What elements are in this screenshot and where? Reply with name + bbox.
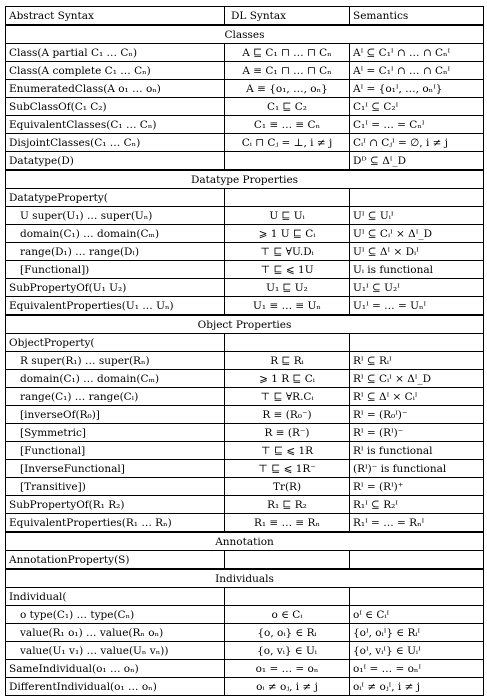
table-row bbox=[6, 642, 484, 660]
abstract-syntax-cell: range(C₁) … range(Cₗ) bbox=[6, 388, 225, 406]
table-row bbox=[6, 279, 484, 297]
dl-syntax-cell: U ⊑ Uᵢ bbox=[225, 207, 350, 225]
semantics-cell: Aᴵ = {o₁ᴵ, …, oₙᴵ} bbox=[350, 80, 484, 98]
abstract-syntax-cell: range(D₁) … range(Dₗ) bbox=[6, 243, 225, 261]
dl-syntax-cell: C₁ ⊑ C₂ bbox=[225, 98, 350, 116]
table-body bbox=[6, 25, 484, 696]
semantics-cell: Rᴵ = (R₀ᴵ)⁻ bbox=[350, 406, 484, 424]
semantics-cell: Uᴵ ⊆ Δᴵ × Dᵢᴵ bbox=[350, 243, 484, 261]
table-row bbox=[6, 442, 484, 460]
dl-syntax-cell: ⊤ ⊑ ∀U.Dᵢ bbox=[225, 243, 350, 261]
abstract-syntax-cell: Class(A partial C₁ … Cₙ) bbox=[6, 44, 225, 62]
table-row bbox=[6, 624, 484, 642]
abstract-syntax-cell: [Functional] bbox=[6, 442, 225, 460]
semantics-cell: Dᴰ ⊆ Δᴵ_D bbox=[350, 152, 484, 171]
section-header-row bbox=[6, 569, 484, 588]
abstract-syntax-cell: Individual( bbox=[6, 588, 225, 606]
dl-syntax-cell: oᵢ ≠ oⱼ, i ≠ j bbox=[225, 678, 350, 696]
semantics-cell: U₁ᴵ = … = Uₙᴵ bbox=[350, 297, 484, 316]
abstract-syntax-cell: [inverseOf(R₀)] bbox=[6, 406, 225, 424]
dl-syntax-cell: ⩾ 1 U ⊑ Cᵢ bbox=[225, 225, 350, 243]
section-title: Datatype Properties bbox=[6, 170, 484, 189]
dl-syntax-cell: C₁ ≡ … ≡ Cₙ bbox=[225, 116, 350, 134]
abstract-syntax-cell: Class(A complete C₁ … Cₙ) bbox=[6, 62, 225, 80]
semantics-cell: Cᵢᴵ ∩ Cⱼᴵ = ∅, i ≠ j bbox=[350, 134, 484, 152]
abstract-syntax-cell: value(U₁ v₁) … value(Uₙ vₙ)) bbox=[6, 642, 225, 660]
section-header-row bbox=[6, 25, 484, 44]
semantics-cell: R₁ᴵ ⊆ R₂ᴵ bbox=[350, 496, 484, 514]
semantics-cell: (Rᴵ)⁻ is functional bbox=[350, 460, 484, 478]
abstract-syntax-cell: EquivalentClasses(C₁ … Cₙ) bbox=[6, 116, 225, 134]
dl-syntax-cell: A ≡ {o₁, …, oₙ} bbox=[225, 80, 350, 98]
abstract-syntax-cell: [Symmetric] bbox=[6, 424, 225, 442]
abstract-syntax-cell: EquivalentProperties(R₁ … Rₙ) bbox=[6, 514, 225, 533]
dl-syntax-cell: R ⊑ Rᵢ bbox=[225, 352, 350, 370]
table-row bbox=[6, 297, 484, 316]
table-row bbox=[6, 80, 484, 98]
semantics-cell: Uᴵ ⊆ Uᵢᴵ bbox=[350, 207, 484, 225]
table-row bbox=[6, 207, 484, 225]
dl-syntax-cell bbox=[225, 152, 350, 171]
abstract-syntax-cell: o type(C₁) … type(Cₙ) bbox=[6, 606, 225, 624]
dl-syntax-cell: Tr(R) bbox=[225, 478, 350, 496]
dl-syntax-cell bbox=[225, 551, 350, 570]
dl-syntax-cell: ⩾ 1 R ⊑ Cᵢ bbox=[225, 370, 350, 388]
dl-syntax-cell: o₁ = … = oₙ bbox=[225, 660, 350, 678]
semantics-cell: Rᴵ ⊆ Rᵢᴵ bbox=[350, 352, 484, 370]
dl-syntax-cell: o ∈ Cᵢ bbox=[225, 606, 350, 624]
header-dl-syntax: DL Syntax bbox=[225, 7, 350, 26]
dl-syntax-cell: U₁ ≡ … ≡ Uₙ bbox=[225, 297, 350, 316]
abstract-syntax-cell: U super(U₁) … super(Uₙ) bbox=[6, 207, 225, 225]
dl-syntax-cell: {o, oᵢ} ∈ Rᵢ bbox=[225, 624, 350, 642]
table-row bbox=[6, 261, 484, 279]
table-row bbox=[6, 62, 484, 80]
semantics-cell: Rᴵ ⊆ Δᴵ × Cᵢᴵ bbox=[350, 388, 484, 406]
dl-syntax-cell: U₁ ⊑ U₂ bbox=[225, 279, 350, 297]
table-row bbox=[6, 352, 484, 370]
dl-syntax-cell: R₁ ⊑ R₂ bbox=[225, 496, 350, 514]
table-row bbox=[6, 243, 484, 261]
abstract-syntax-cell: [InverseFunctional] bbox=[6, 460, 225, 478]
table-row bbox=[6, 460, 484, 478]
dl-syntax-cell: {o, vᵢ} ∈ Uᵢ bbox=[225, 642, 350, 660]
dl-syntax-cell: ⊤ ⊑ ⩽ 1U bbox=[225, 261, 350, 279]
semantics-cell: C₁ᴵ ⊆ C₂ᴵ bbox=[350, 98, 484, 116]
semantics-cell: Uᴵ ⊆ Cᵢᴵ × Δᴵ_D bbox=[350, 225, 484, 243]
abstract-syntax-cell: DifferentIndividual(o₁ … oₙ) bbox=[6, 678, 225, 696]
semantics-cell: U₁ᴵ ⊆ U₂ᴵ bbox=[350, 279, 484, 297]
abstract-syntax-cell: [Functional]) bbox=[6, 261, 225, 279]
abstract-syntax-cell: DatatypeProperty( bbox=[6, 189, 225, 207]
table-row bbox=[6, 424, 484, 442]
table-row bbox=[6, 44, 484, 62]
abstract-syntax-cell: EnumeratedClass(A o₁ … oₙ) bbox=[6, 80, 225, 98]
semantics-cell: Rᴵ ⊆ Cᵢᴵ × Δᴵ_D bbox=[350, 370, 484, 388]
semantics-cell bbox=[350, 334, 484, 352]
table-row bbox=[6, 406, 484, 424]
section-title: Object Properties bbox=[6, 315, 484, 334]
abstract-syntax-cell: AnnotationProperty(S) bbox=[6, 551, 225, 570]
dl-syntax-cell bbox=[225, 334, 350, 352]
semantics-cell bbox=[350, 189, 484, 207]
header-abstract-syntax: Abstract Syntax bbox=[6, 7, 225, 26]
table-row bbox=[6, 551, 484, 570]
table-row bbox=[6, 678, 484, 696]
section-title: Annotation bbox=[6, 532, 484, 551]
section-title: Classes bbox=[6, 25, 484, 44]
dl-syntax-cell bbox=[225, 189, 350, 207]
abstract-syntax-cell: DisjointClasses(C₁ … Cₙ) bbox=[6, 134, 225, 152]
table-row bbox=[6, 116, 484, 134]
header-semantics: Semantics bbox=[350, 7, 484, 26]
dl-syntax-cell: A ≡ C₁ ⊓ … ⊓ Cₙ bbox=[225, 62, 350, 80]
dl-syntax-cell: A ⊑ C₁ ⊓ … ⊓ Cₙ bbox=[225, 44, 350, 62]
dl-syntax-cell: R ≡ (R₀⁻) bbox=[225, 406, 350, 424]
dl-syntax-cell: R₁ ≡ … ≡ Rₙ bbox=[225, 514, 350, 533]
table-row bbox=[6, 189, 484, 207]
abstract-syntax-cell: value(R₁ o₁) … value(Rₙ oₙ) bbox=[6, 624, 225, 642]
abstract-syntax-cell: [Transitive]) bbox=[6, 478, 225, 496]
abstract-syntax-cell: ObjectProperty( bbox=[6, 334, 225, 352]
semantics-cell: {oᴵ, vᵢᴵ} ∈ Uᵢᴵ bbox=[350, 642, 484, 660]
semantics-cell bbox=[350, 588, 484, 606]
dl-syntax-cell: Cᵢ ⊓ Cⱼ = ⊥, i ≠ j bbox=[225, 134, 350, 152]
dl-syntax-cell: R ≡ (R⁻) bbox=[225, 424, 350, 442]
section-header-row bbox=[6, 170, 484, 189]
semantics-cell bbox=[350, 551, 484, 570]
table-row bbox=[6, 514, 484, 533]
abstract-syntax-cell: SubPropertyOf(R₁ R₂) bbox=[6, 496, 225, 514]
semantics-cell: Rᴵ = (Rᴵ)⁻ bbox=[350, 424, 484, 442]
owl-semantics-table bbox=[5, 6, 484, 696]
abstract-syntax-cell: SubClassOf(C₁ C₂) bbox=[6, 98, 225, 116]
dl-syntax-cell: ⊤ ⊑ ∀R.Cᵢ bbox=[225, 388, 350, 406]
table-row bbox=[6, 606, 484, 624]
abstract-syntax-cell: SubPropertyOf(U₁ U₂) bbox=[6, 279, 225, 297]
section-header-row bbox=[6, 532, 484, 551]
table-row bbox=[6, 496, 484, 514]
dl-syntax-cell: ⊤ ⊑ ⩽ 1R bbox=[225, 442, 350, 460]
abstract-syntax-cell: EquivalentProperties(U₁ … Uₙ) bbox=[6, 297, 225, 316]
abstract-syntax-cell: domain(C₁) … domain(Cₘ) bbox=[6, 370, 225, 388]
table-row bbox=[6, 388, 484, 406]
semantics-cell: o₁ᴵ = … = oₙᴵ bbox=[350, 660, 484, 678]
semantics-cell: Aᴵ ⊆ C₁ᴵ ∩ … ∩ Cₙᴵ bbox=[350, 44, 484, 62]
table-row bbox=[6, 334, 484, 352]
table-row bbox=[6, 134, 484, 152]
table-row bbox=[6, 478, 484, 496]
table-row bbox=[6, 660, 484, 678]
abstract-syntax-cell: R super(R₁) … super(Rₙ) bbox=[6, 352, 225, 370]
table-row bbox=[6, 370, 484, 388]
semantics-cell: Uᵢ is functional bbox=[350, 261, 484, 279]
semantics-cell: Aᴵ = C₁ᴵ ∩ … ∩ Cₙᴵ bbox=[350, 62, 484, 80]
dl-syntax-cell bbox=[225, 588, 350, 606]
semantics-cell: R₁ᴵ = … = Rₙᴵ bbox=[350, 514, 484, 533]
table-row bbox=[6, 225, 484, 243]
semantics-cell: oᵢᴵ ≠ oⱼᴵ, i ≠ j bbox=[350, 678, 484, 696]
table-row bbox=[6, 588, 484, 606]
semantics-cell: Rᴵ = (Rᴵ)⁺ bbox=[350, 478, 484, 496]
dl-syntax-cell: ⊤ ⊑ ⩽ 1R⁻ bbox=[225, 460, 350, 478]
section-header-row bbox=[6, 315, 484, 334]
semantics-cell: oᴵ ∈ Cᵢᴵ bbox=[350, 606, 484, 624]
table-row bbox=[6, 98, 484, 116]
table-row bbox=[6, 152, 484, 171]
abstract-syntax-cell: domain(C₁) … domain(Cₘ) bbox=[6, 225, 225, 243]
semantics-cell: Rᴵ is functional bbox=[350, 442, 484, 460]
abstract-syntax-cell: SameIndividual(o₁ … oₙ) bbox=[6, 660, 225, 678]
section-title: Individuals bbox=[6, 569, 484, 588]
semantics-cell: C₁ᴵ = … = Cₙᴵ bbox=[350, 116, 484, 134]
header-row bbox=[6, 7, 484, 26]
abstract-syntax-cell: Datatype(D) bbox=[6, 152, 225, 171]
semantics-cell: {oᴵ, oᵢᴵ} ∈ Rᵢᴵ bbox=[350, 624, 484, 642]
